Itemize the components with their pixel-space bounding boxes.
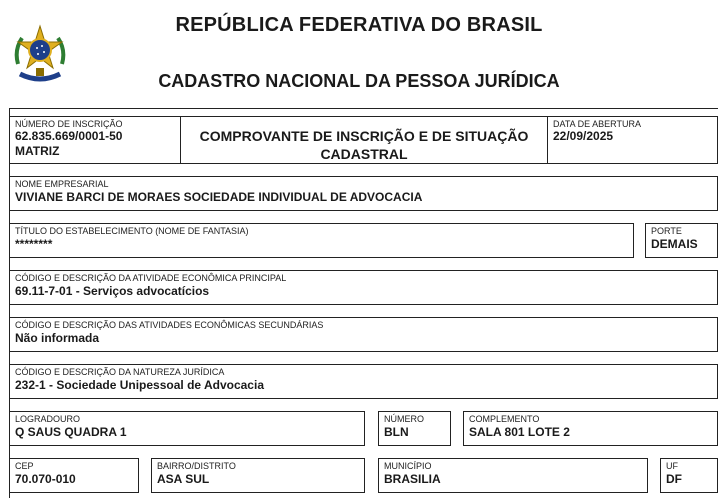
porte-value: DEMAIS: [651, 237, 698, 251]
logradouro-box: [9, 411, 365, 446]
atividade-principal-value: 69.11-7-01 - Serviços advocatícios: [15, 284, 210, 298]
logradouro-label: LOGRADOURO: [15, 414, 81, 424]
abertura-box: [547, 116, 718, 164]
numero-box: [378, 411, 451, 446]
complemento-label: COMPLEMENTO: [469, 414, 540, 424]
municipio-box: [378, 458, 648, 493]
numero-label: NÚMERO: [384, 414, 424, 424]
titulo-box: [9, 223, 634, 258]
logradouro-value: Q SAUS QUADRA 1: [15, 425, 127, 439]
uf-label: UF: [666, 461, 678, 471]
atividades-secundarias-label: CÓDIGO E DESCRIÇÃO DAS ATIVIDADES ECONÔMICAS SECUNDÁRIAS: [15, 320, 324, 330]
porte-label: PORTE: [651, 226, 682, 236]
inscricao-number: 62.835.669/0001-50: [15, 129, 123, 143]
page-title: REPÚBLICA FEDERATIVA DO BRASIL: [175, 14, 543, 36]
comprovante-title-line2: CADASTRAL: [320, 146, 408, 162]
atividade-principal-box: [9, 270, 718, 305]
abertura-value: 22/09/2025: [553, 129, 614, 143]
inscricao-box: [9, 116, 181, 164]
municipio-label: MUNICÍPIO: [384, 461, 432, 471]
abertura-label: DATA DE ABERTURA: [553, 119, 642, 129]
titulo-value: ********: [15, 237, 53, 251]
complemento-box: [463, 411, 718, 446]
complemento-value: SALA 801 LOTE 2: [469, 425, 570, 439]
bairro-box: [151, 458, 365, 493]
uf-value: DF: [666, 472, 682, 486]
comprovante-title: [181, 127, 547, 163]
municipio-value: BRASILIA: [384, 472, 441, 486]
natureza-juridica-label: CÓDIGO E DESCRIÇÃO DA NATUREZA JURÍDICA: [15, 367, 225, 377]
porte-box: [645, 223, 718, 258]
comprovante-title-line1: COMPROVANTE DE INSCRIÇÃO E DE SITUAÇÃO: [199, 128, 529, 144]
atividade-principal-label: CÓDIGO E DESCRIÇÃO DA ATIVIDADE ECONÔMICA PRINCIPAL: [15, 273, 287, 283]
cep-label: CEP: [15, 461, 34, 471]
atividades-secundarias-value: Não informada: [15, 331, 100, 345]
nome-empresarial-value: VIVIANE BARCI DE MORAES SOCIEDADE INDIVIDUAL DE ADVOCACIA: [15, 190, 423, 204]
atividades-secundarias-box: [9, 317, 718, 352]
comprovante-box: [180, 116, 548, 164]
cep-box: [9, 458, 139, 493]
natureza-juridica-value: 232-1 - Sociedade Unipessoal de Advocacia: [15, 378, 264, 392]
titulo-label: TÍTULO DO ESTABELECIMENTO (NOME DE FANTASIA): [15, 226, 249, 236]
cep-value: 70.070-010: [15, 472, 76, 486]
nome-empresarial-box: [9, 176, 718, 211]
natureza-juridica-box: [9, 364, 718, 399]
nome-empresarial-label: NOME EMPRESARIAL: [15, 179, 109, 189]
bairro-label: BAIRRO/DISTRITO: [157, 461, 236, 471]
bairro-value: ASA SUL: [157, 472, 210, 486]
numero-value: BLN: [384, 425, 409, 439]
uf-box: [660, 458, 718, 493]
page-subtitle: CADASTRO NACIONAL DA PESSOA JURÍDICA: [158, 71, 560, 91]
inscricao-type: MATRIZ: [15, 144, 60, 158]
inscricao-label: NÚMERO DE INSCRIÇÃO: [15, 119, 123, 129]
